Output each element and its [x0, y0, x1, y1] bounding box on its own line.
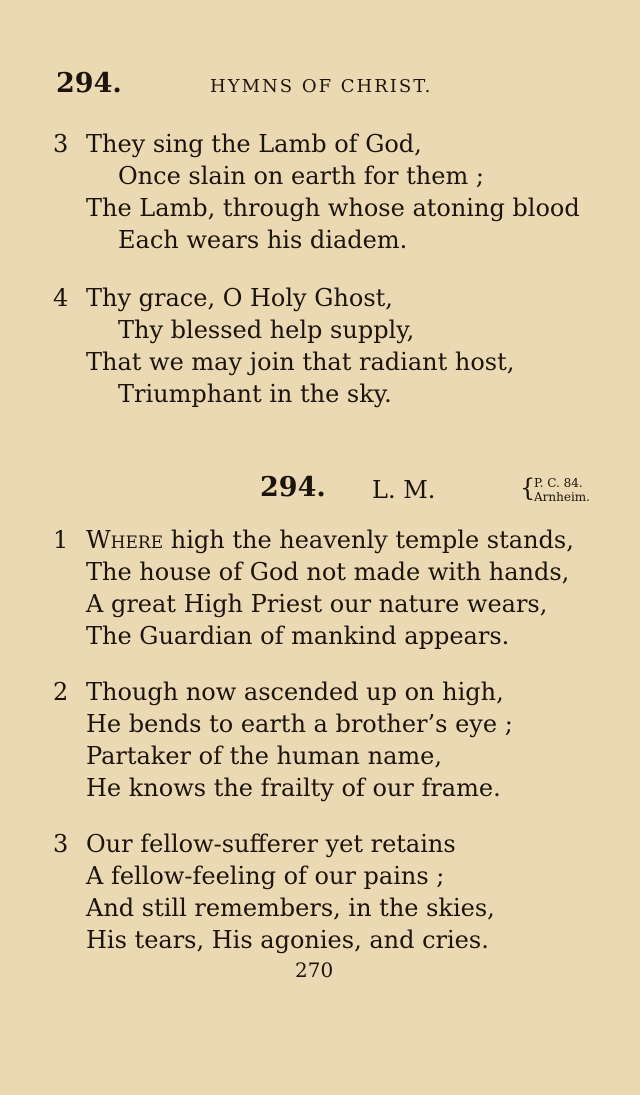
verse-line: Once slain on earth for them ;	[118, 162, 484, 190]
verse-line: The house of God not made with hands,	[86, 558, 570, 586]
brace-icon: {	[520, 474, 536, 502]
verse-line: He knows the frailty of our frame.	[86, 774, 501, 802]
first-line-rest: high the heavenly temple stands,	[163, 526, 574, 554]
verse-number: 2	[53, 678, 69, 706]
verse-line: Each wears his diadem.	[118, 226, 408, 254]
verse-line	[86, 526, 574, 554]
verse-line: Triumphant in the sky.	[118, 380, 392, 408]
verse-number: 3	[53, 130, 69, 158]
tune-reference: P. C. 84.	[534, 476, 583, 490]
verse-line: A great High Priest our nature wears,	[86, 590, 548, 618]
verse-line: And still remembers, in the skies,	[86, 894, 495, 922]
tune-name: Arnheim.	[534, 490, 590, 504]
hymn-meter: L. M.	[372, 476, 436, 504]
verse-line: Our fellow-sufferer yet retains	[86, 830, 456, 858]
verse-line: The Lamb, through whose atoning blood	[86, 194, 580, 222]
verse-line: They sing the Lamb of God,	[86, 130, 422, 158]
verse-line: His tears, His agonies, and cries.	[86, 926, 489, 954]
verse-number: 3	[53, 830, 69, 858]
verse-line: That we may join that radiant host,	[86, 348, 515, 376]
verse-line: Partaker of the human name,	[86, 742, 442, 770]
verse-line: The Guardian of mankind appears.	[86, 622, 510, 650]
running-page-number: 294.	[56, 68, 122, 99]
running-title: HYMNS OF CHRIST.	[210, 76, 433, 97]
verse-line: He bends to earth a brother’s eye ;	[86, 710, 513, 738]
hymn-number: 294.	[260, 472, 326, 503]
verse-line: A fellow-feeling of our pains ;	[86, 862, 445, 890]
verse-number: 4	[53, 284, 69, 312]
verse-line: Thy blessed help supply,	[118, 316, 415, 344]
page-footer-number: 270	[295, 958, 334, 982]
verse-line: Though now ascended up on high,	[86, 678, 504, 706]
hymn-heading	[0, 470, 640, 510]
verse-line: Thy grace, O Holy Ghost,	[86, 284, 393, 312]
first-word: Where	[86, 526, 164, 554]
verse-number: 1	[53, 526, 69, 554]
tune-names	[534, 476, 590, 504]
